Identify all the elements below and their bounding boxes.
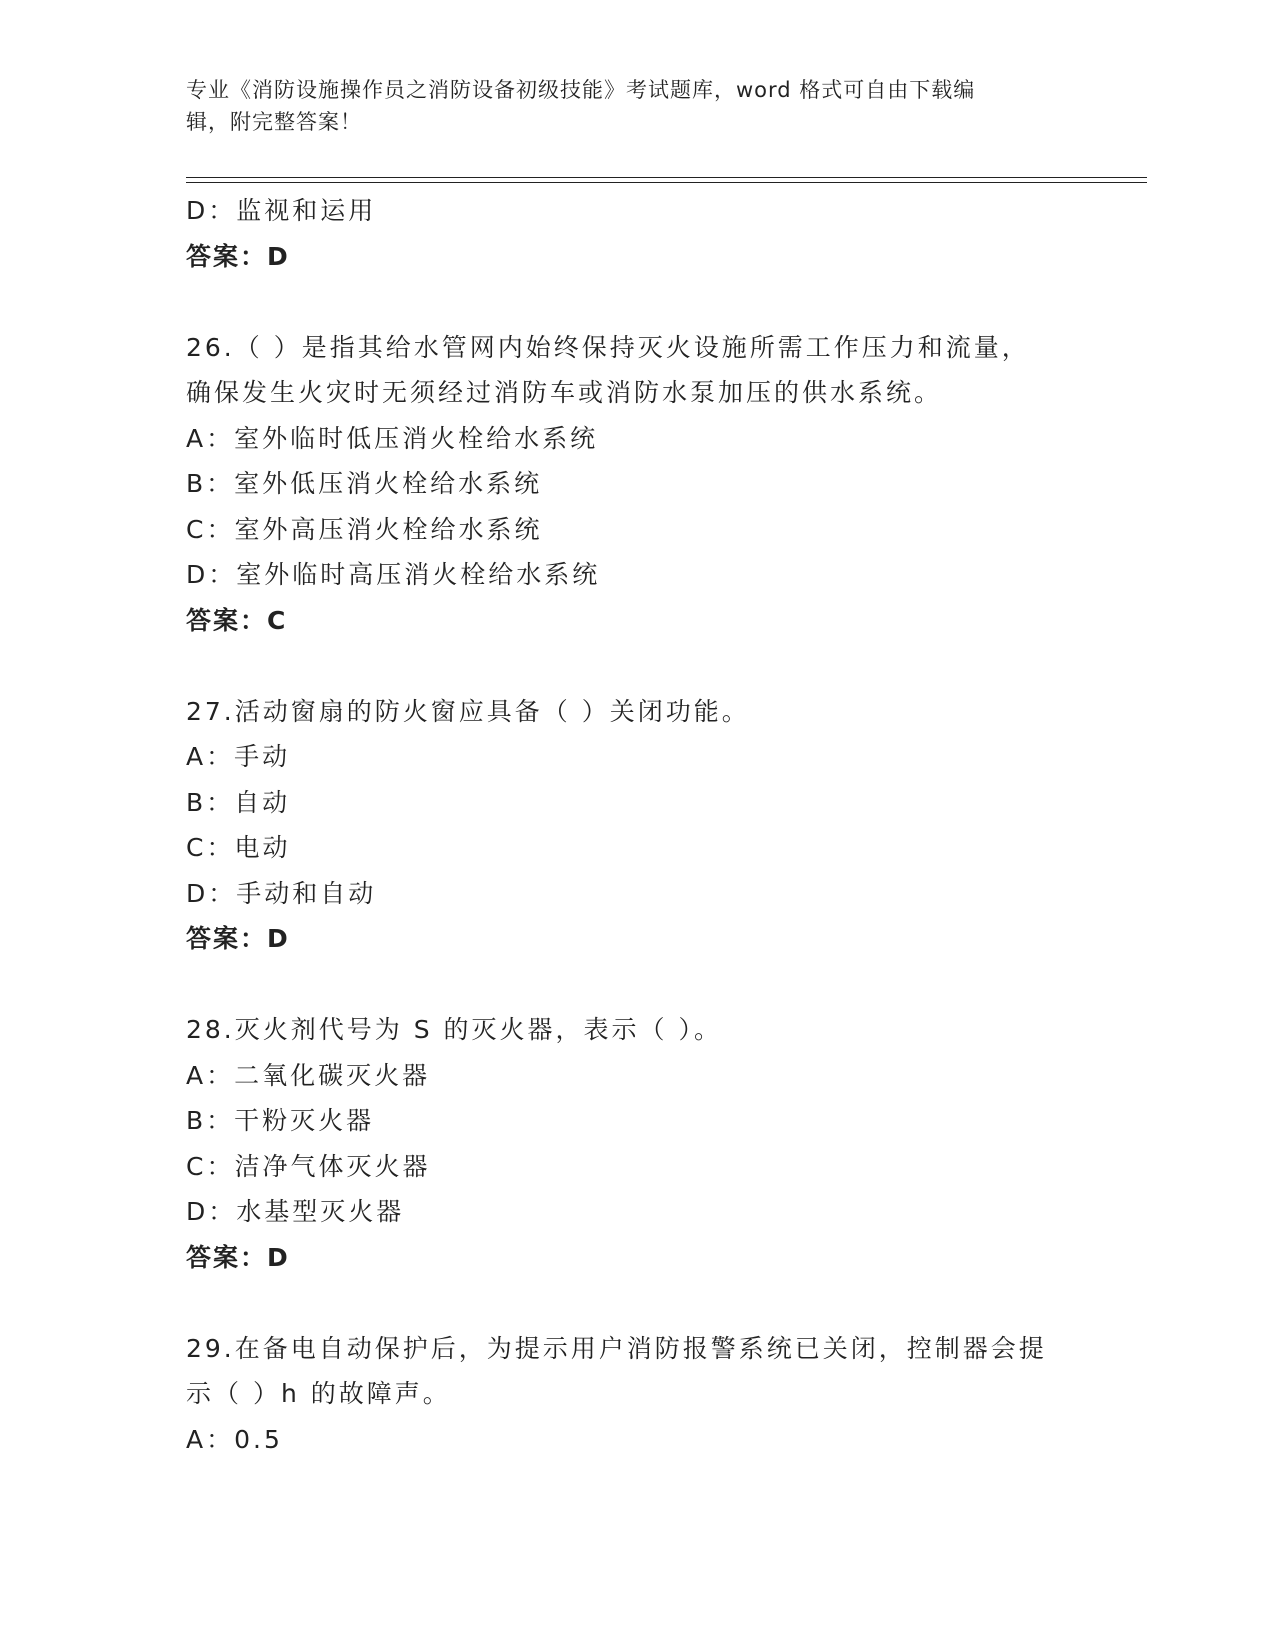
question-text-line: 28.灭火剂代号为 S 的灭火器，表示（ ）。	[186, 1015, 722, 1044]
option-b: B：自动	[186, 787, 291, 817]
header-line-2: 辑，附完整答案！	[186, 110, 362, 134]
option-a: A：手动	[186, 742, 291, 771]
answer: 答案：D	[186, 924, 290, 953]
question-text-line: 27.活动窗扇的防火窗应具备（ ）关闭功能。	[186, 696, 750, 726]
header-line-1: 专业《消防设施操作员之消防设备初级技能》考试题库，word 格式可自由下载编	[186, 78, 976, 102]
spacer	[186, 962, 1146, 1008]
option-c: C：洁净气体灭火器	[186, 1151, 431, 1181]
option-a: A：二氧化碳灭火器	[186, 1060, 431, 1090]
question-text-line: 确保发生火灾时无须经过消防车或消防水泵加压的供水系统。	[186, 378, 943, 407]
question-28	[186, 1007, 1146, 1280]
q25-answer: 答案：D	[186, 241, 290, 271]
document-body	[186, 188, 1146, 1462]
header-divider-bottom	[186, 182, 1147, 183]
document-header	[186, 74, 1066, 138]
option-a: A：室外临时低压消火栓给水系统	[186, 423, 599, 453]
spacer	[186, 1280, 1146, 1326]
question-text-line: 29.在备电自动保护后，为提示用户消防报警系统已关闭，控制器会提	[186, 1333, 1047, 1363]
question-text-line: 示（ ）h 的故障声。	[186, 1379, 451, 1408]
option-d: D：手动和自动	[186, 878, 377, 908]
answer: 答案：C	[186, 605, 288, 635]
question-text-line: 26.（ ）是指其给水管网内始终保持灭火设施所需工作压力和流量，	[186, 332, 1030, 362]
option-d: D：水基型灭火器	[186, 1197, 405, 1226]
option-c: C：室外高压消火栓给水系统	[186, 514, 543, 544]
option-b: B：干粉灭火器	[186, 1106, 375, 1135]
option-c: C：电动	[186, 833, 291, 862]
spacer	[186, 279, 1146, 325]
q25-option-d: D：监视和运用	[186, 196, 377, 225]
option-a: A：0.5	[186, 1424, 283, 1454]
question-29	[186, 1326, 1146, 1463]
spacer	[186, 643, 1146, 689]
option-b: B：室外低压消火栓给水系统	[186, 469, 543, 498]
question-26	[186, 325, 1146, 644]
option-d: D：室外临时高压消火栓给水系统	[186, 560, 601, 589]
header-divider-top	[186, 177, 1147, 178]
question-27	[186, 689, 1146, 962]
answer: 答案：D	[186, 1242, 290, 1272]
